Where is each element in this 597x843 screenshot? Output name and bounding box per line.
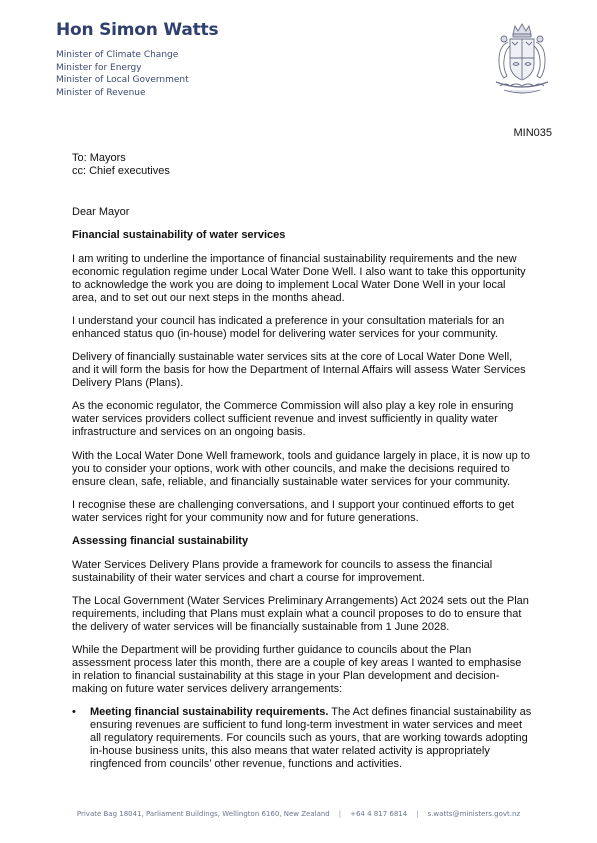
bullet-text: The Act defines financial sustainability as ensuring revenues are sufficient to fund long-term investment in water services and meet all regulatory requirements. For councils such as yours, that are working towards adopting in-house business units, this also means that water related activity is appropriately ringfenced from councils’ other revenue, functions and activities. [90, 706, 532, 770]
paragraph: I am writing to underline the importance of financial sustainability requirements and the new economic regulation regime under Local Water Done Well. I also want to take this opportunity to acknowledge the work you are doing to implement Local Water Done Well in your local area, and to set out our next steps in the months ahead. [72, 252, 526, 304]
reference-number: MIN035 [513, 127, 552, 139]
paragraph: As the economic regulator, the Commerce Commission will also play a key role in ensuring water services providers collect sufficient revenue and invest sufficiently in quality water infrastructure and services on an ongoing basis. [72, 400, 514, 439]
portfolio-revenue: Minister of Revenue [56, 87, 146, 98]
footer-address: Private Bag 18041, Parliament Buildings, Wellington 6160, New Zealand [76, 810, 330, 818]
footer-contact [0, 810, 597, 818]
portfolio-list [56, 49, 189, 99]
bullet-bold-lead: Meeting financial sustainability requirements. [90, 706, 329, 719]
bullet-marker: • [72, 706, 76, 719]
paragraph: While the Department will be providing further guidance to councils about the Plan assessment process later this month, there are a couple of key areas I wanted to emphasise in relation to financial sustainability at this stage in your Plan development and decision-making on future water services delivery arrangements: [72, 644, 522, 695]
addressee-to: To: Mayors [72, 152, 126, 164]
portfolio-climate-change: Minister of Climate Change [56, 50, 179, 60]
footer-separator: | [416, 810, 419, 818]
salutation: Dear Mayor [72, 206, 130, 218]
section-heading-financial-sustainability: Financial sustainability of water services [72, 229, 286, 242]
paragraph: I understand your council has indicated a preference in your consultation materials for an enhanced status quo (in-house) model for delivering water services for your community. [72, 314, 505, 340]
addressee-block [72, 152, 170, 178]
footer-email: s.watts@ministers.govt.nz [427, 810, 521, 818]
paragraph: With the Local Water Done Well framework, tools and guidance largely in place, it is now up to you to consider your options, work with other councils, and make the decisions required to ensure clean, safe, reliable, and financially sustainable water services for your community. [72, 449, 530, 488]
footer-phone: +64 4 817 6814 [350, 810, 408, 818]
addressee-cc: cc: Chief executives [72, 165, 170, 177]
portfolio-energy: Minister for Energy [56, 62, 142, 73]
paragraph: Delivery of financially sustainable water services sits at the core of Local Water Done Well, and it will form the basis for how the Department of Internal Affairs will assess Water Services Delivery Plans (Plans). [72, 351, 526, 390]
paragraph: I recognise these are challenging conversations, and I support your continued efforts to get water services right for your community now and for future generations. [72, 498, 514, 524]
paragraph: Water Services Delivery Plans provide a framework for councils to assess the financial sustainability of their water services and chart a course for improvement. [72, 558, 493, 584]
section-heading-assessing: Assessing financial sustainability [72, 535, 249, 548]
paragraph: The Local Government (Water Services Preliminary Arrangements) Act 2024 sets out the Plan requirements, including that Plans must explain what a council proposes to do to ensure that the delivery of water services will be financially sustainable from 1 June 2028. [72, 594, 529, 633]
coat-of-arms-icon [486, 20, 558, 98]
bullet-item [72, 706, 532, 771]
footer-separator: | [338, 810, 342, 818]
minister-name: Hon Simon Watts [56, 20, 219, 40]
letter-body [72, 206, 532, 781]
portfolio-local-government: Minister of Local Government [56, 75, 189, 86]
